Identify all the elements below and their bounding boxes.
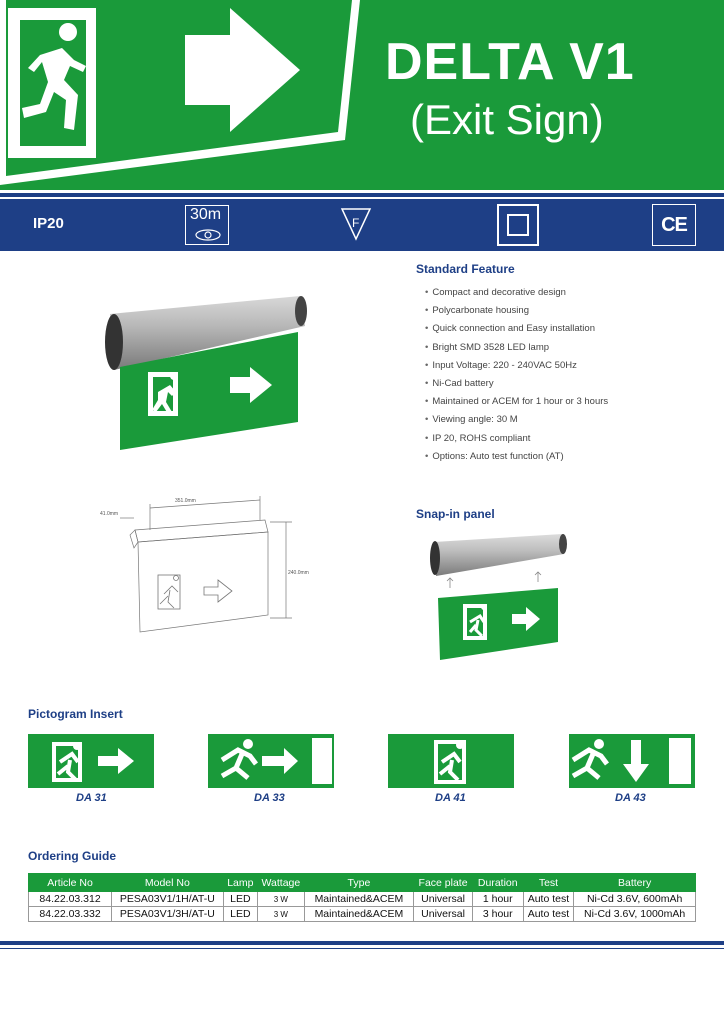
table-cell: 3 hour <box>472 907 523 922</box>
viewing-distance-icon <box>185 205 229 245</box>
table-cell: PESA03V1/1H/AT-U <box>112 892 224 907</box>
pictogram-label-da33: DA 33 <box>254 792 285 804</box>
column-header: Face plate <box>414 874 473 892</box>
feature-item: • Bright SMD 3528 LED lamp <box>425 339 608 357</box>
table-cell: PESA03V1/3H/AT-U <box>112 907 224 922</box>
feature-item: • Ni-Cad battery <box>425 375 608 393</box>
pictogram-title: Pictogram Insert <box>28 707 123 721</box>
column-header: Battery <box>574 874 696 892</box>
svg-text:F: F <box>352 216 360 230</box>
class-ii-icon <box>497 204 539 246</box>
pictogram-da33 <box>208 734 334 788</box>
f-mark-icon <box>340 207 372 246</box>
running-man-exit-sign-graphic <box>0 0 360 190</box>
product-photo <box>100 292 310 457</box>
footer-rule <box>0 941 724 945</box>
ordering-title: Ordering Guide <box>28 849 117 863</box>
pictogram-label-da43: DA 43 <box>615 792 646 804</box>
column-header: Model No <box>112 874 224 892</box>
table-cell: Ni-Cd 3.6V, 600mAh <box>574 892 696 907</box>
pictogram-da41 <box>388 734 514 788</box>
column-header: Wattage <box>258 874 305 892</box>
table-cell: 3 W <box>258 907 305 922</box>
pictogram-label-da31: DA 31 <box>76 792 107 804</box>
table-cell: Maintained&ACEM <box>304 907 413 922</box>
table-cell: Auto test <box>523 892 574 907</box>
footer-rule-thin <box>0 948 724 949</box>
product-title: DELTA V1 <box>385 33 635 91</box>
ip20-badge: IP20 <box>33 215 64 232</box>
feature-item: • Maintained or ACEM for 1 hour or 3 hours <box>425 393 608 411</box>
feature-item: • Polycarbonate housing <box>425 302 608 320</box>
ordering-table <box>28 873 696 922</box>
snapin-title: Snap-in panel <box>416 507 495 521</box>
product-subtitle: (Exit Sign) <box>410 96 604 143</box>
feature-item: • Compact and decorative design <box>425 284 608 302</box>
viewing-distance-label: 30m <box>190 206 222 223</box>
column-header: Test <box>523 874 574 892</box>
table-cell: 84.22.03.312 <box>29 892 112 907</box>
table-cell: 84.22.03.332 <box>29 907 112 922</box>
column-header: Article No <box>29 874 112 892</box>
feature-item: • Quick connection and Easy installation <box>425 320 608 338</box>
column-header: Lamp <box>223 874 257 892</box>
table-cell: 3 W <box>258 892 305 907</box>
width-dimension-label: 351.0mm <box>175 498 196 504</box>
table-row <box>29 907 696 922</box>
pictogram-da31 <box>28 734 154 788</box>
feature-item: • IP 20, ROHS compliant <box>425 430 608 448</box>
feature-item: • Input Voltage: 220 - 240VAC 50Hz <box>425 357 608 375</box>
table-header-row <box>29 874 696 892</box>
dimension-drawing <box>100 490 320 640</box>
table-cell: Auto test <box>523 907 574 922</box>
column-header: Duration <box>472 874 523 892</box>
pictogram-da43 <box>569 734 695 788</box>
height-dimension-label: 240.0mm <box>288 570 309 576</box>
feature-item: • Viewing angle: 30 M <box>425 411 608 429</box>
table-cell: LED <box>223 892 257 907</box>
table-row <box>29 892 696 907</box>
table-cell: Maintained&ACEM <box>304 892 413 907</box>
table-cell: Universal <box>414 892 473 907</box>
features-title: Standard Feature <box>416 262 515 276</box>
table-cell: LED <box>223 907 257 922</box>
column-header: Type <box>304 874 413 892</box>
table-cell: 1 hour <box>472 892 523 907</box>
depth-dimension-label: 41.0mm <box>100 511 119 517</box>
certification-icon-bar <box>0 199 724 251</box>
table-cell: Universal <box>414 907 473 922</box>
ce-mark-icon: CE <box>652 204 696 246</box>
snap-in-panel-photo <box>428 530 568 665</box>
header-banner <box>0 0 724 190</box>
icon-bar-divider <box>0 193 724 197</box>
features-list <box>425 284 608 466</box>
feature-item: • Options: Auto test function (AT) <box>425 448 608 466</box>
table-cell: Ni-Cd 3.6V, 1000mAh <box>574 907 696 922</box>
pictogram-label-da41: DA 41 <box>435 792 466 804</box>
